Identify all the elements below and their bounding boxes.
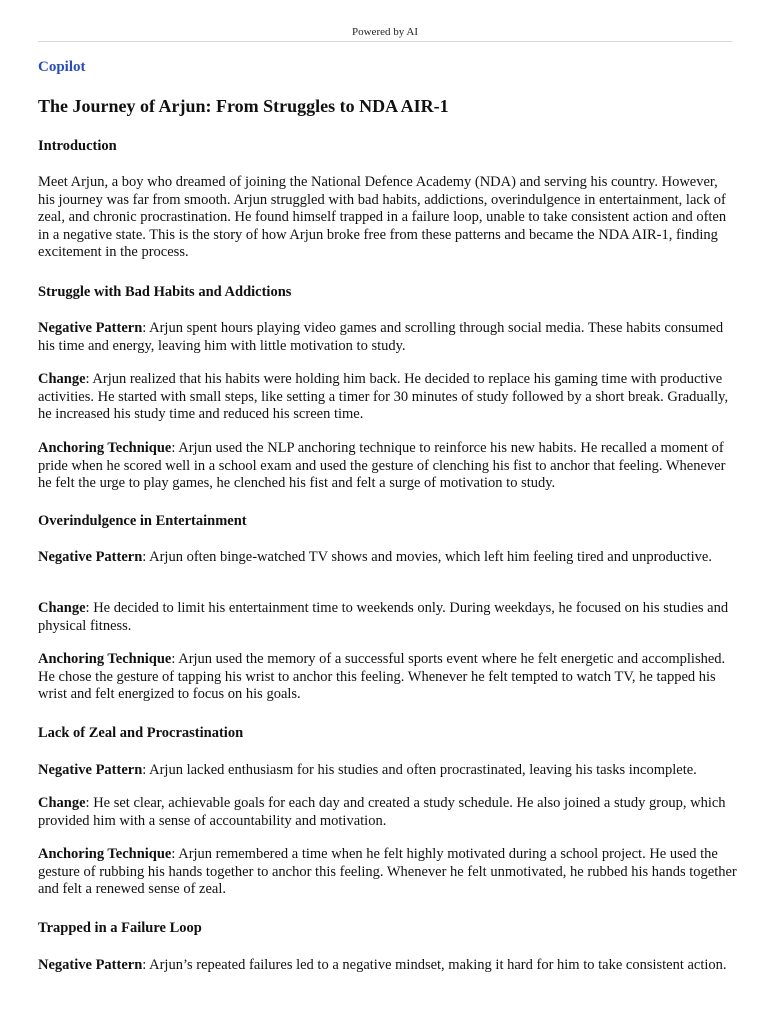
heading-failure-loop: Trapped in a Failure Loop bbox=[38, 920, 202, 936]
zeal-negative-paragraph bbox=[38, 762, 738, 780]
anchoring-technique-label: Anchoring Technique bbox=[38, 651, 172, 667]
bad-habits-change-paragraph bbox=[38, 371, 738, 424]
zeal-anchor-paragraph bbox=[38, 846, 738, 899]
entertainment-change-paragraph bbox=[38, 600, 738, 635]
negative-pattern-label: Negative Pattern bbox=[38, 320, 143, 336]
document-body bbox=[38, 58, 738, 973]
failure-loop-negative-paragraph bbox=[38, 957, 738, 975]
document-title: The Journey of Arjun: From Struggles to NDA AIR-1 bbox=[38, 96, 449, 116]
heading-entertainment: Overindulgence in Entertainment bbox=[38, 513, 247, 529]
anchoring-technique-text: : Arjun used the NLP anchoring technique to reinforce his new habits. He recalled a moment of pride when he scored well in a school exam and used the gesture of clenching his fist to anchor that feeling. Whenever he felt the urge to play games, he clenched his fist and felt a surge of motivation to study. bbox=[38, 440, 726, 492]
entertainment-negative-paragraph bbox=[38, 549, 738, 567]
negative-pattern-text: : Arjun often binge-watched TV shows and movies, which left him feeling tired and unproductive. bbox=[142, 549, 712, 565]
anchoring-technique-text: : Arjun used the memory of a successful sports event where he felt energetic and accomplished. He chose the gesture of tapping his wrist to anchor this feeling. Whenever he felt tempted to watch TV, he tapped his wrist and felt energized to focus on his goals. bbox=[38, 651, 726, 703]
intro-paragraph: Meet Arjun, a boy who dreamed of joining the National Defence Academy (NDA) and serving his country. However, his journey was far from smooth. Arjun struggled with bad habits, addictions, overindulgence in entertainment, lack of zeal, and chronic procrastination. He found himself trapped in a failure loop, unable to take consistent action and often in a negative state. This is the story of how Arjun broke free from these patterns and became the NDA AIR-1, finding excitement in the process. bbox=[38, 174, 727, 261]
anchoring-technique-label: Anchoring Technique bbox=[38, 440, 172, 456]
negative-pattern-text: : Arjun’s repeated failures led to a negative mindset, making it hard for him to take consistent action. bbox=[142, 957, 727, 973]
change-text: : He decided to limit his entertainment time to weekends only. During weekdays, he focused on his studies and physical fitness. bbox=[38, 600, 729, 634]
negative-pattern-label: Negative Pattern bbox=[38, 957, 143, 973]
anchoring-technique-text: : Arjun remembered a time when he felt highly motivated during a school project. He used the gesture of rubbing his hands together to anchor this feeling. Whenever he felt unmotivated, he rubbed his hands together and felt a renewed sense of zeal. bbox=[38, 846, 737, 898]
powered-by-banner: Powered by AI bbox=[38, 24, 732, 42]
heading-bad-habits: Struggle with Bad Habits and Addictions bbox=[38, 284, 292, 300]
change-label: Change bbox=[38, 795, 86, 811]
entertainment-anchor-paragraph bbox=[38, 651, 738, 704]
negative-pattern-text: : Arjun spent hours playing video games and scrolling through social media. These habits consumed his time and energy, leaving him with little motivation to study. bbox=[38, 320, 724, 354]
heading-introduction: Introduction bbox=[38, 138, 117, 154]
change-label: Change bbox=[38, 600, 86, 616]
zeal-change-paragraph bbox=[38, 795, 738, 830]
negative-pattern-label: Negative Pattern bbox=[38, 549, 143, 565]
anchoring-technique-label: Anchoring Technique bbox=[38, 846, 172, 862]
heading-zeal: Lack of Zeal and Procrastination bbox=[38, 725, 244, 741]
change-text: : Arjun realized that his habits were holding him back. He decided to replace his gaming time with productive activities. He started with small steps, like setting a timer for 30 minutes of study followed by a short break. Gradually, he increased his study time and reduced his screen time. bbox=[38, 371, 729, 423]
brand-label: Copilot bbox=[38, 59, 86, 75]
change-text: : He set clear, achievable goals for each day and created a study schedule. He also joined a study group, which provided him with a sense of accountability and motivation. bbox=[38, 795, 726, 829]
change-label: Change bbox=[38, 371, 86, 387]
negative-pattern-text: : Arjun lacked enthusiasm for his studies and often procrastinated, leaving his tasks incomplete. bbox=[142, 762, 697, 778]
bad-habits-negative-paragraph bbox=[38, 320, 738, 355]
bad-habits-anchor-paragraph bbox=[38, 440, 738, 493]
negative-pattern-label: Negative Pattern bbox=[38, 762, 143, 778]
